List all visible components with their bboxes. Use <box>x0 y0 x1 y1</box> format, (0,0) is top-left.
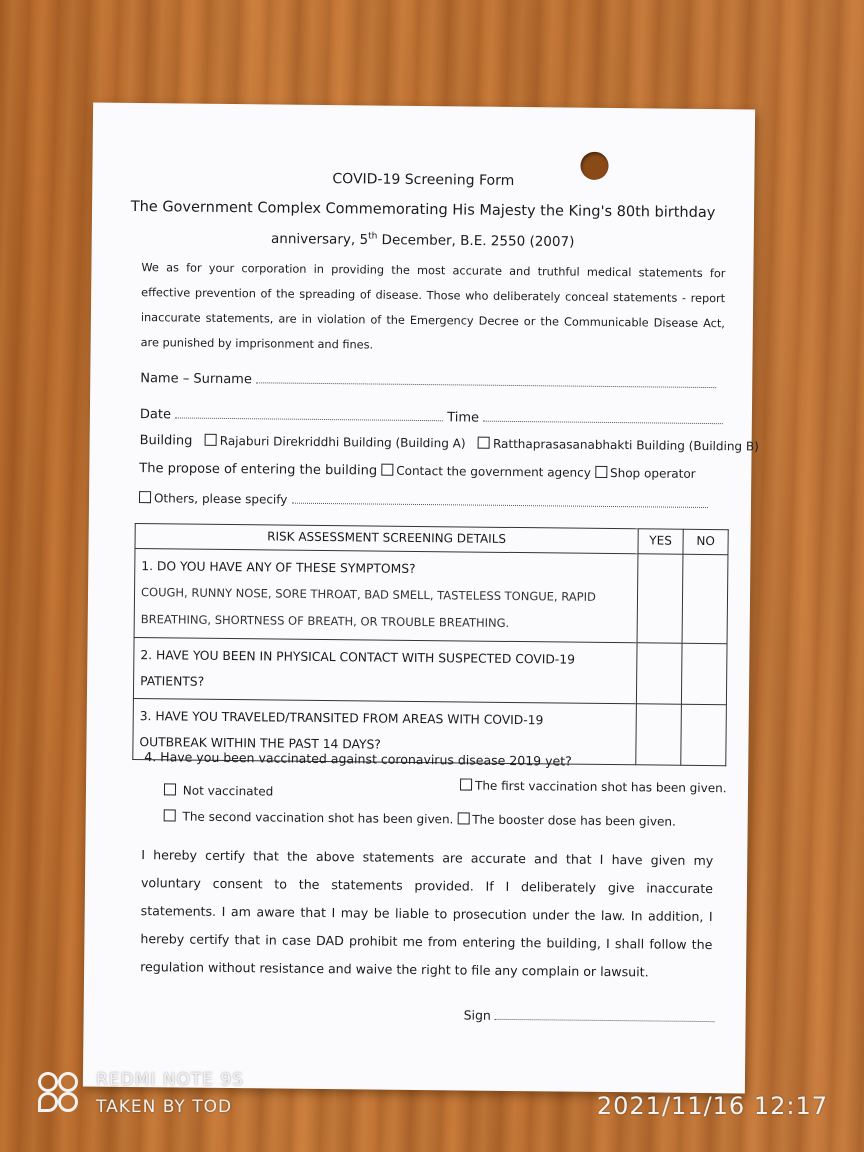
author-watermark: TAKEN BY TOD <box>96 1097 233 1117</box>
q3-no-cell[interactable] <box>681 704 727 765</box>
timestamp-watermark: 2021/11/16 12:17 <box>596 1092 828 1120</box>
vaccine-booster-label: The booster dose has been given. <box>472 812 676 829</box>
building-a-checkbox[interactable] <box>205 434 217 446</box>
screening-form-paper <box>83 103 759 1094</box>
purpose-label: The propose of entering the building <box>139 461 378 479</box>
vaccine-first-checkbox[interactable] <box>460 778 472 790</box>
q1-title: 1. DO YOU HAVE ANY OF THESE SYMPTOMS? <box>141 559 416 576</box>
yes-header: YES <box>638 529 683 554</box>
q3-yes-cell[interactable] <box>636 704 682 765</box>
q3-line1: 3. HAVE YOU TRAVELED/TRANSITED FROM AREAS WITH COVID-19 <box>139 709 544 728</box>
building-row <box>140 433 759 454</box>
building-b-checkbox[interactable] <box>478 437 490 449</box>
name-row <box>140 369 716 392</box>
name-label: Name – Surname <box>140 371 252 388</box>
signature-row <box>464 1006 715 1025</box>
q1-sub-line2: BREATHING, SHORTNESS OF BREATH, OR TROUBLE BREATHING. <box>140 612 510 630</box>
date-field[interactable] <box>175 405 443 421</box>
vaccine-second-checkbox[interactable] <box>164 809 176 821</box>
q3-line2: OUTBREAK WITHIN THE PAST 14 DAYS? <box>139 735 381 752</box>
device-watermark: REDMI NOTE 9S <box>96 1070 244 1090</box>
building-a-label: Rajaburi Direkriddhi Building (Building A) <box>219 433 466 451</box>
no-header: NO <box>683 529 728 554</box>
q2-yes-cell[interactable] <box>636 643 682 704</box>
table-row <box>133 638 727 705</box>
certification-paragraph: I hereby certify that the above statements are accurate and that I have given my voluntary consent to the statements provided. If I deliberately give inaccurate statements. I am aware that I may be liable to prosecution under the law. In addition, I hereby certify that in case DAD prohibit me from entering the building, I shall follow the regulation without resistance and waive the right to file any complain or lawsuit. <box>140 847 714 980</box>
form-subtitle-line1: The Government Complex Commemorating His Majesty the King's 80th birthday <box>130 198 716 222</box>
camera-logo-icon <box>38 1072 78 1114</box>
intro-paragraph: We as for your corporation in providing the most accurate and truthful medical statements for effective prevention of the spreading of disease. Those who deliberately conceal statements - report inaccurate statements, are in violation of the Emergency Decree or the Communicable Disease Act, are punished by imprisonment and fines. <box>140 261 726 352</box>
purpose-shop-checkbox[interactable] <box>595 466 607 478</box>
building-label: Building <box>139 433 193 449</box>
vaccine-second-label: The second vaccination shot has been given. <box>182 809 454 827</box>
date-time-row <box>140 405 723 428</box>
vaccine-booster-checkbox[interactable] <box>457 812 469 824</box>
q1-sub-line1: COUGH, RUNNY NOSE, SORE THROAT, BAD SMELL, TASTELESS TONGUE, RAPID <box>140 585 596 604</box>
vaccine-not-checkbox[interactable] <box>164 783 176 795</box>
signature-field[interactable] <box>495 1007 715 1022</box>
name-field[interactable] <box>256 370 716 388</box>
purpose-row <box>139 461 695 482</box>
time-label: Time <box>447 410 480 426</box>
table-header: RISK ASSESSMENT SCREENING DETAILS <box>135 524 638 554</box>
vaccine-second-option <box>164 809 676 828</box>
risk-assessment-table <box>132 523 728 769</box>
q2-text: 2. HAVE YOU BEEN IN PHYSICAL CONTACT WITH SUSPECTED COVID-19 PATIENTS? <box>140 648 576 689</box>
others-row <box>139 489 708 512</box>
q1-yes-cell[interactable] <box>637 554 683 643</box>
sign-label: Sign <box>463 1007 491 1023</box>
q1-no-cell[interactable] <box>682 554 728 643</box>
purpose-agency-checkbox[interactable] <box>381 464 393 476</box>
vaccine-first-label: The first vaccination shot has been given. <box>474 778 727 796</box>
table-row <box>134 549 728 644</box>
form-subtitle-line2: anniversary, 5th December, B.E. 2550 (2007) <box>270 230 575 251</box>
purpose-shop-label: Shop operator <box>609 465 696 481</box>
vaccine-not-label: Not vaccinated <box>182 783 274 799</box>
date-label: Date <box>139 407 172 423</box>
others-label: Others, please specify <box>153 491 288 507</box>
building-b-label: Ratthaprasasanabhakti Building (Building B) <box>492 436 759 454</box>
others-field[interactable] <box>292 491 708 508</box>
form-title: COVID-19 Screening Form <box>332 171 515 189</box>
time-field[interactable] <box>483 409 723 425</box>
vaccine-not-option <box>164 783 273 798</box>
others-checkbox[interactable] <box>139 491 151 503</box>
q2-no-cell[interactable] <box>681 643 727 704</box>
vaccine-question: 4. Have you been vaccinated against coronavirus disease 2019 yet? <box>144 749 572 769</box>
vaccine-first-option <box>460 778 727 795</box>
purpose-agency-label: Contact the government agency <box>396 463 591 480</box>
